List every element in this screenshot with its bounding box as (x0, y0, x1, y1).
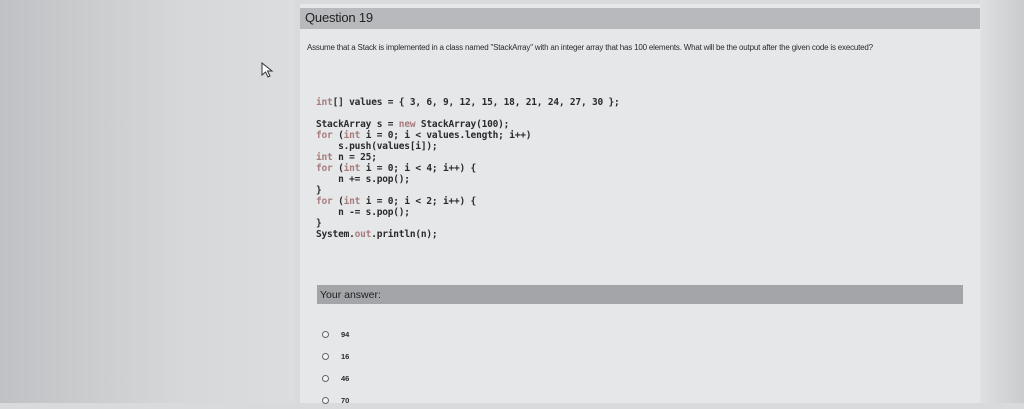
answer-label: Your answer: (320, 289, 381, 301)
code-block (316, 97, 620, 240)
radio-button[interactable] (322, 331, 329, 338)
code-keyword: int (343, 163, 361, 174)
code-keyword: for (316, 130, 333, 141)
code-text: } (316, 218, 322, 229)
code-text: ( (332, 130, 344, 141)
code-text: .println(n); (371, 229, 438, 240)
code-text: i = 0; i < values.length; i++) (360, 130, 532, 141)
code-text: ( (332, 196, 344, 207)
code-text: n += s.pop(); (316, 174, 410, 185)
code-line (316, 130, 620, 141)
code-line (316, 97, 620, 108)
question-panel (300, 4, 980, 403)
code-text: [] values = { 3, 6, 9, 12, 15, 18, 21, 24, 27, 30 }; (332, 97, 620, 108)
code-keyword: int (343, 130, 361, 141)
code-keyword: for (316, 196, 333, 207)
mouse-pointer-icon (261, 62, 275, 78)
code-keyword: new (398, 119, 416, 130)
code-line (316, 207, 620, 218)
answer-option[interactable] (322, 347, 402, 365)
answer-option-label: 70 (341, 395, 350, 405)
answer-option[interactable] (322, 325, 402, 343)
right-margin (980, 0, 1024, 403)
radio-button[interactable] (322, 397, 329, 404)
left-margin (0, 0, 295, 403)
code-text: StackArray s = (316, 119, 399, 130)
question-prompt: Assume that a Stack is implemented in a class named "StackArray" with an integer array that has 100 elements. What will be the output after the given code is executed? (307, 43, 873, 52)
code-line (316, 108, 620, 119)
code-text: n = 25; (332, 152, 377, 163)
code-text: i = 0; i < 4; i++) { (360, 163, 477, 174)
answer-option[interactable] (322, 391, 402, 409)
code-line (316, 163, 620, 174)
code-text: n -= s.pop(); (316, 207, 410, 218)
question-header (300, 8, 980, 29)
answer-option-label: 16 (341, 351, 350, 361)
question-title: Question 19 (305, 10, 373, 25)
code-keyword: int (316, 97, 333, 108)
code-keyword: out (354, 229, 372, 240)
code-line (316, 119, 620, 130)
code-text: } (316, 185, 322, 196)
code-line (316, 141, 620, 152)
code-text: System. (316, 229, 355, 240)
answer-option-label: 46 (341, 373, 350, 383)
code-text: i = 0; i < 2; i++) { (360, 196, 477, 207)
code-line (316, 174, 620, 185)
code-line (316, 196, 620, 207)
code-keyword: int (316, 152, 333, 163)
code-text: s.push(values[i]); (316, 141, 438, 152)
answer-option[interactable] (322, 369, 402, 387)
radio-button[interactable] (322, 353, 329, 360)
code-text: StackArray(100); (415, 119, 510, 130)
code-line (316, 218, 620, 229)
code-keyword: for (316, 163, 333, 174)
code-text: ( (332, 163, 344, 174)
radio-button[interactable] (322, 375, 329, 382)
answer-header (317, 285, 963, 304)
code-line (316, 185, 620, 196)
answer-option-label: 94 (341, 329, 350, 339)
code-line (316, 229, 620, 240)
code-line (316, 152, 620, 163)
code-keyword: int (343, 196, 361, 207)
